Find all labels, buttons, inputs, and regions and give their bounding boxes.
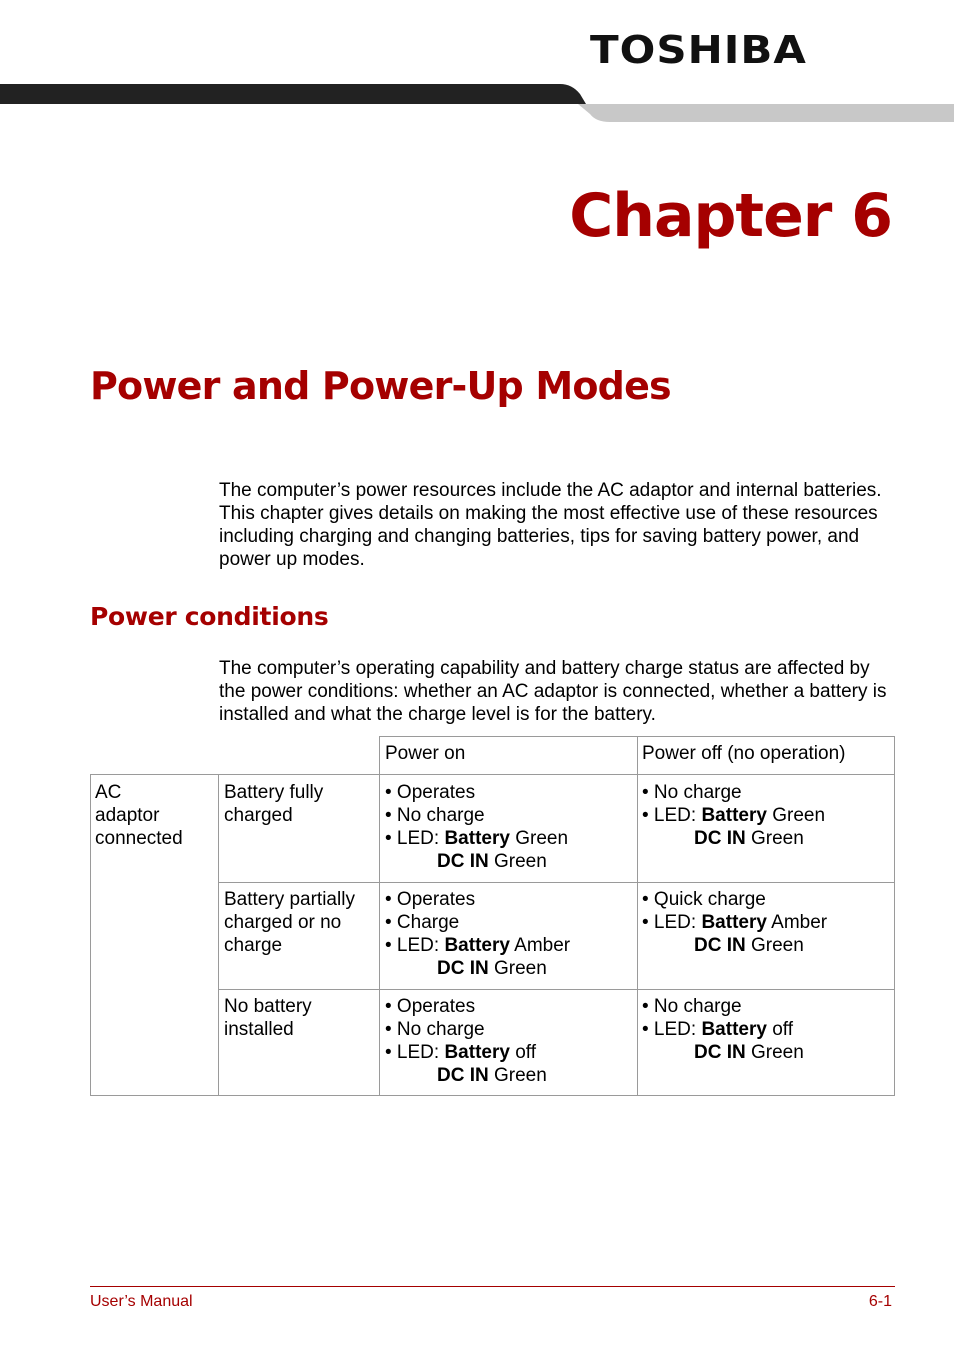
toshiba-logo: TOSHIBA	[590, 27, 807, 73]
row3-power-off-cell: • No charge • LED: Battery off DC IN Green	[642, 996, 804, 1063]
row2-power-on-cell: • Operates • Charge • LED: Battery Amber DC IN Green	[385, 889, 571, 979]
row2-power-off-cell: • Quick charge • LED: Battery Amber DC IN Green	[642, 889, 828, 956]
header-bar-light	[578, 104, 954, 122]
page-title: Power and Power-Up Modes	[90, 364, 671, 408]
footer-manual-label: User’s Manual	[90, 1293, 193, 1310]
header-bar-dark	[0, 84, 586, 104]
row-condition-battery-full: Battery fully charged	[224, 782, 324, 826]
header-power-on: Power on	[385, 743, 466, 764]
row1-power-on-cell: • Operates • No charge • LED: Battery Green DC IN Green	[385, 782, 569, 872]
header-power-off: Power off (no operation)	[642, 743, 846, 764]
footer-page-number: 6-1	[868, 1293, 892, 1310]
header-bar	[0, 84, 954, 124]
row-condition-battery-partial: Battery partially charged or no charge	[224, 889, 355, 956]
chapter-label: Chapter 6	[569, 181, 892, 251]
group-label-ac-adaptor: AC adaptor connected	[95, 782, 183, 849]
row1-power-off-cell: • No charge • LED: Battery Green DC IN Green	[642, 782, 826, 849]
row-condition-no-battery: No battery installed	[224, 996, 312, 1040]
section-heading: Power conditions	[90, 602, 329, 631]
footer-divider	[90, 1286, 895, 1287]
row3-power-on-cell: • Operates • No charge • LED: Battery off DC IN Green	[385, 996, 547, 1086]
intro-paragraph: The computer’s power resources include the AC adaptor and internal batteries. This chapter gives details on making the most effective use of these resources including charging and changing batteries, tips for saving battery power, and power up modes.	[219, 480, 882, 570]
section-paragraph: The computer’s operating capability and battery charge status are affected by the power conditions: whether an AC adaptor is connected, whether a battery is installed and what the charge level is for the battery.	[219, 658, 887, 725]
